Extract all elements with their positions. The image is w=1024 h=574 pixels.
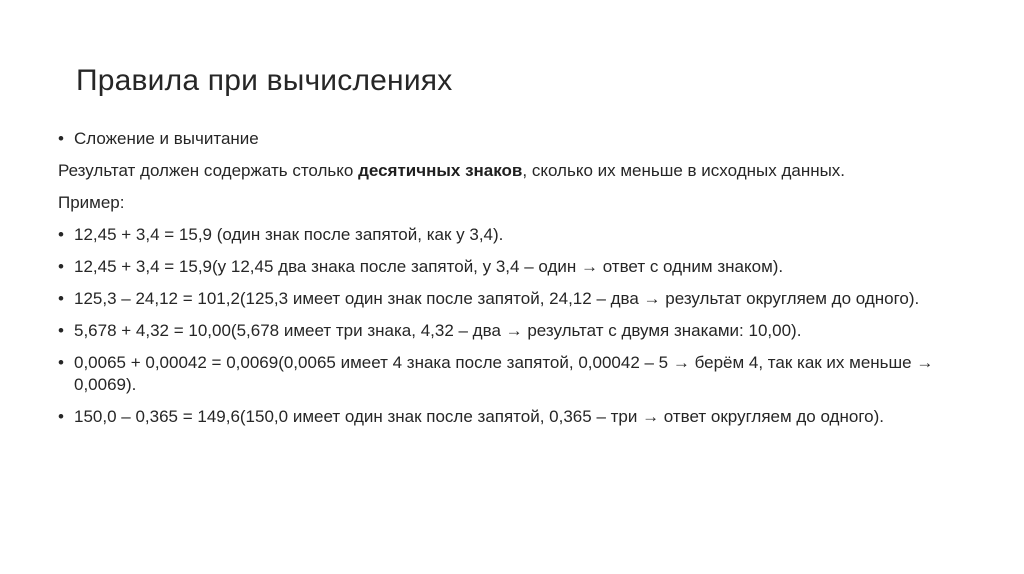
slide-content: [58, 128, 978, 438]
example-text: 150,0 – 0,365 = 149,6(150,0 имеет один знак после запятой, 0,365 – три → ответ округляем до одного).: [74, 407, 884, 426]
example-text: 5,678 + 4,32 = 10,00(5,678 имеет три знака, 4,32 – два → результат с двумя знаками: 10,00).: [74, 321, 802, 340]
example-text: 125,3 – 24,12 = 101,2(125,3 имеет один знак после запятой, 24,12 – два → результат округляем до одного).: [74, 289, 920, 308]
rule-text-bold: десятичных знаков: [358, 161, 523, 180]
example-item: [58, 406, 978, 428]
example-item: [58, 320, 978, 342]
rule-text-after: , сколько их меньше в исходных данных.: [522, 161, 846, 180]
bullet-icon: •: [58, 321, 64, 340]
section-heading: Сложение и вычитание: [74, 129, 259, 148]
slide-title: Правила при вычислениях: [76, 64, 453, 97]
example-item: [58, 288, 978, 310]
rule-text-before: Результат должен содержать столько: [58, 161, 359, 180]
section-heading-item: [58, 128, 978, 150]
bullet-icon: •: [58, 289, 64, 308]
rule-paragraph: [58, 160, 978, 182]
example-item: [58, 224, 978, 246]
bullet-icon: •: [58, 257, 64, 276]
example-text: 0,0065 + 0,00042 = 0,0069(0,0065 имеет 4 знака после запятой, 0,00042 – 5 → берём 4, так как их меньше → 0,0069).: [74, 353, 934, 394]
bullet-icon: •: [58, 407, 64, 426]
example-item: [58, 256, 978, 278]
bullet-icon: •: [58, 225, 64, 244]
bullet-icon: •: [58, 353, 64, 372]
example-label: Пример:: [58, 193, 125, 212]
example-item: [58, 352, 978, 396]
example-text: 12,45 + 3,4 = 15,9(у 12,45 два знака после запятой, у 3,4 – один → ответ с одним знаком).: [74, 257, 784, 276]
example-text: 12,45 + 3,4 = 15,9 (один знак после запятой, как у 3,4).: [74, 225, 504, 244]
bullet-icon: •: [58, 129, 64, 148]
